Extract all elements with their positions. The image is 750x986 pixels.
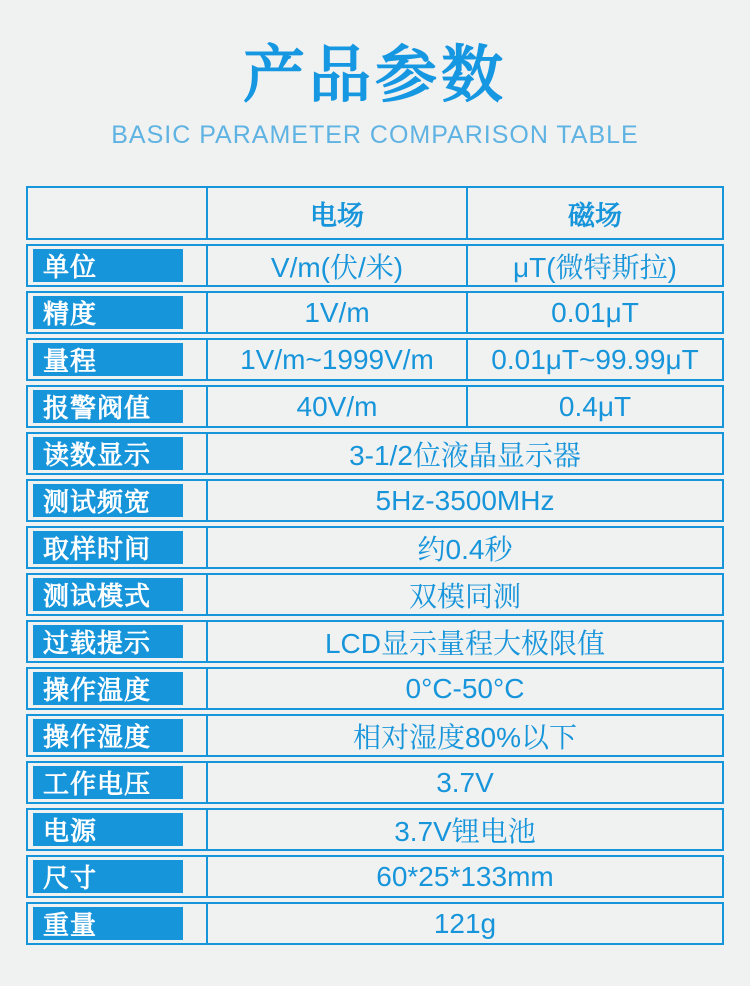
row-label: 工作电压 bbox=[33, 766, 183, 799]
table-row bbox=[26, 432, 724, 475]
row-label: 精度 bbox=[33, 296, 183, 329]
header-empty-cell bbox=[28, 188, 206, 238]
table-row bbox=[26, 667, 724, 710]
row-label-cell bbox=[28, 387, 206, 426]
row-value-electric: 1V/m bbox=[206, 293, 466, 332]
table-header-row bbox=[26, 186, 724, 240]
row-value: LCD显示量程大极限值 bbox=[206, 622, 722, 661]
row-value: 3.7V锂电池 bbox=[206, 810, 722, 849]
row-value-magnetic: 0.01μT bbox=[466, 293, 722, 332]
table-row bbox=[26, 808, 724, 851]
table-row bbox=[26, 761, 724, 804]
row-label-cell bbox=[28, 293, 206, 332]
row-value: 相对湿度80%以下 bbox=[206, 716, 722, 755]
row-value-electric: 40V/m bbox=[206, 387, 466, 426]
table-row bbox=[26, 714, 724, 757]
table-row bbox=[26, 573, 724, 616]
row-value: 60*25*133mm bbox=[206, 857, 722, 896]
row-label: 测试频宽 bbox=[33, 484, 183, 517]
row-label-cell bbox=[28, 857, 206, 896]
row-label-cell bbox=[28, 434, 206, 473]
header-magnetic-field: 磁场 bbox=[466, 188, 722, 238]
row-label: 操作湿度 bbox=[33, 719, 183, 752]
row-label-cell bbox=[28, 575, 206, 614]
row-value: 双模同测 bbox=[206, 575, 722, 614]
table-row bbox=[26, 244, 724, 287]
row-value-magnetic: 0.01μT~99.99μT bbox=[466, 340, 722, 379]
row-label: 测试模式 bbox=[33, 578, 183, 611]
table-row bbox=[26, 385, 724, 428]
row-label-cell bbox=[28, 622, 206, 661]
table-row bbox=[26, 526, 724, 569]
row-value: 121g bbox=[206, 904, 722, 943]
row-label-cell bbox=[28, 810, 206, 849]
row-label-cell bbox=[28, 669, 206, 708]
table-body bbox=[26, 244, 724, 945]
table-row bbox=[26, 338, 724, 381]
parameter-table bbox=[26, 186, 724, 949]
row-label: 操作温度 bbox=[33, 672, 183, 705]
row-value-magnetic: 0.4μT bbox=[466, 387, 722, 426]
row-value: 约0.4秒 bbox=[206, 528, 722, 567]
row-value-electric: V/m(伏/米) bbox=[206, 246, 466, 285]
row-label: 电源 bbox=[33, 813, 183, 846]
row-label-cell bbox=[28, 340, 206, 379]
row-value: 3-1/2位液晶显示器 bbox=[206, 434, 722, 473]
row-value-electric: 1V/m~1999V/m bbox=[206, 340, 466, 379]
row-label-cell bbox=[28, 716, 206, 755]
page-title: 产品参数 bbox=[242, 41, 507, 110]
row-label: 过载提示 bbox=[33, 625, 183, 658]
row-value: 5Hz-3500MHz bbox=[206, 481, 722, 520]
row-label: 尺寸 bbox=[33, 860, 183, 893]
row-label-cell bbox=[28, 246, 206, 285]
row-value: 0°C-50°C bbox=[206, 669, 722, 708]
table-row bbox=[26, 479, 724, 522]
row-label: 量程 bbox=[33, 343, 183, 376]
table-row bbox=[26, 291, 724, 334]
page-subtitle: BASIC PARAMETER COMPARISON TABLE bbox=[111, 121, 639, 150]
row-label-cell bbox=[28, 904, 206, 943]
row-label-cell bbox=[28, 528, 206, 567]
row-value: 3.7V bbox=[206, 763, 722, 802]
row-label: 重量 bbox=[33, 907, 183, 940]
row-label: 报警阀值 bbox=[33, 390, 183, 423]
row-label: 读数显示 bbox=[33, 437, 183, 470]
header-electric-field: 电场 bbox=[206, 188, 466, 238]
row-label-cell bbox=[28, 763, 206, 802]
row-label: 取样时间 bbox=[33, 531, 183, 564]
row-label: 单位 bbox=[33, 249, 183, 282]
table-row bbox=[26, 855, 724, 898]
row-label-cell bbox=[28, 481, 206, 520]
table-row bbox=[26, 620, 724, 663]
row-value-magnetic: μT(微特斯拉) bbox=[466, 246, 722, 285]
table-row bbox=[26, 902, 724, 945]
